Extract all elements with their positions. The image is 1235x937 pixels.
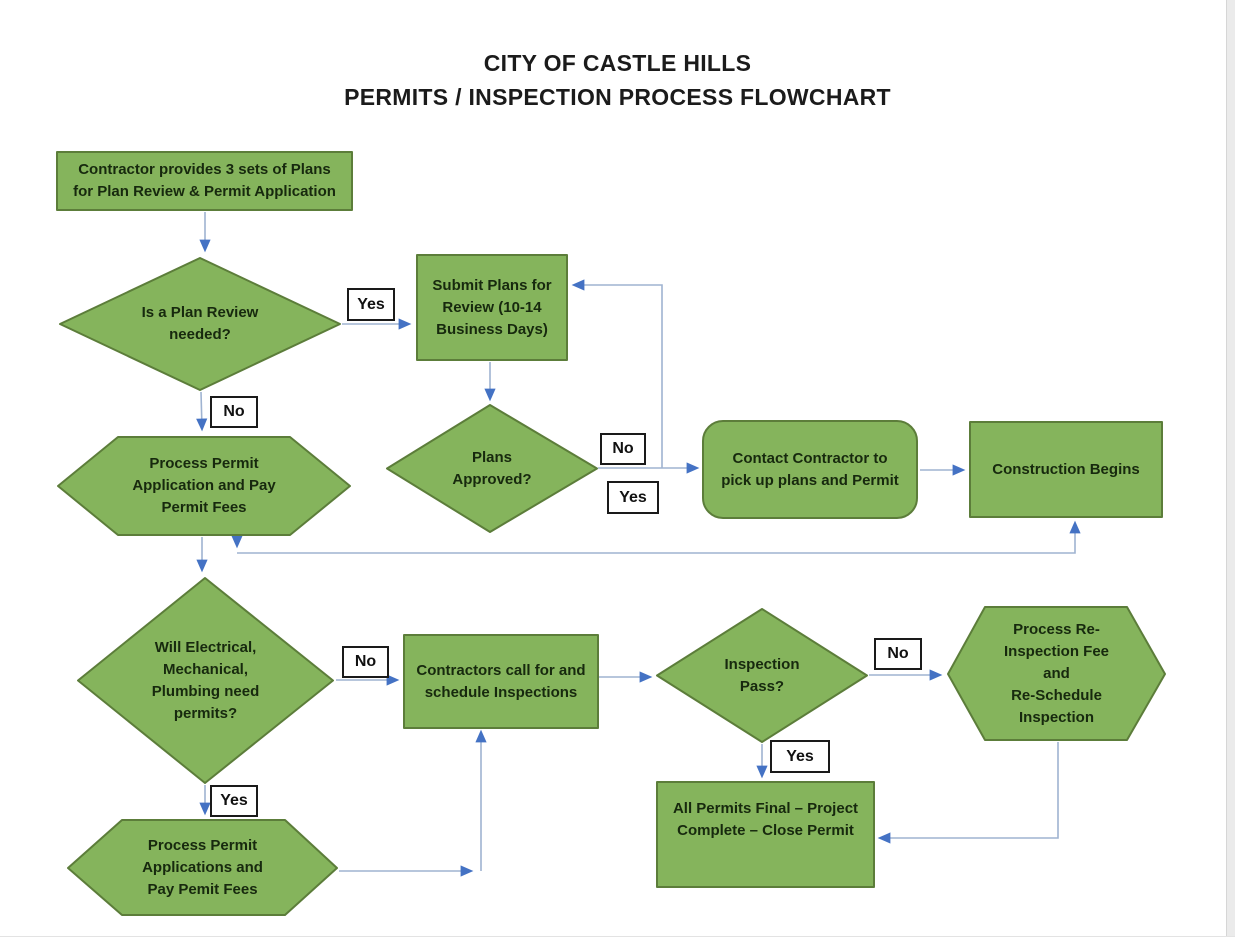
connector-reinspection-to-final [880, 742, 1058, 838]
node-plans-approved: Plans Approved? [452, 448, 532, 488]
node-inspection-pass: Inspection Pass? [724, 655, 800, 695]
title-line2: PERMITS / INSPECTION PROCESS FLOWCHART [344, 84, 891, 110]
shape-inspection-pass [657, 609, 867, 742]
shape-contractor-plans [57, 152, 352, 210]
shape-submit-plans [417, 255, 567, 360]
node-all-permits-final: All Permits Final – Project Complete – Close Permit [672, 800, 859, 839]
decision-label-yes-will-permits: Yes [210, 785, 258, 817]
decision-label-no-inspection: No [874, 638, 922, 670]
shape-construction-begins [970, 422, 1162, 517]
decision-label-no-plans-approved: No [600, 433, 646, 465]
shape-will-need-permits [78, 578, 333, 783]
page-edge [1226, 0, 1235, 936]
shape-contact-contractor [703, 421, 917, 518]
decision-label-no-plan-review: No [210, 396, 258, 428]
decision-label-yes-plans-approved: Yes [607, 481, 659, 514]
node-contractor-plans: Contractor provides 3 sets of Plans for Plan Review & Permit Application [73, 161, 336, 200]
connector-planreview-no [201, 392, 202, 429]
node-will-need-permits: Will Electrical, Mechanical, Plumbing need permits? [151, 638, 260, 722]
title-line1: CITY OF CASTLE HILLS [483, 50, 752, 76]
decision-label-yes-plan-review: Yes [347, 288, 395, 321]
shape-plan-review-needed [60, 258, 340, 390]
shape-all-permits-final [657, 782, 874, 887]
node-contact-contractor: Contact Contractor to pick up plans and Permit [721, 449, 899, 489]
shape-process-permit-applications [68, 820, 337, 915]
node-contractors-call: Contractors call for and schedule Inspections [416, 661, 586, 701]
node-submit-plans: Submit Plans for Review (10-14 Business Days) [432, 276, 552, 338]
connector-hex1-to-construction [237, 523, 1075, 553]
node-construction-begins: Construction Begins [992, 460, 1140, 478]
decision-label-no-will-permits: No [342, 646, 389, 678]
shape-contractors-call [404, 635, 598, 728]
decision-label-yes-inspection: Yes [770, 740, 830, 773]
node-plan-review-needed: Is a Plan Review needed? [141, 304, 259, 343]
shape-process-permit-application [58, 437, 350, 535]
shape-reinspection [948, 607, 1165, 740]
shape-plans-approved [387, 405, 597, 532]
node-process-permit-applications: Process Permit Applications and Pay Pemit Fees [142, 836, 263, 898]
node-process-permit-application: Process Permit Application and Pay Permit Fees [132, 455, 276, 516]
node-reinspection: Process Re- Inspection Fee and Re-Schedule Inspection [1003, 620, 1110, 726]
